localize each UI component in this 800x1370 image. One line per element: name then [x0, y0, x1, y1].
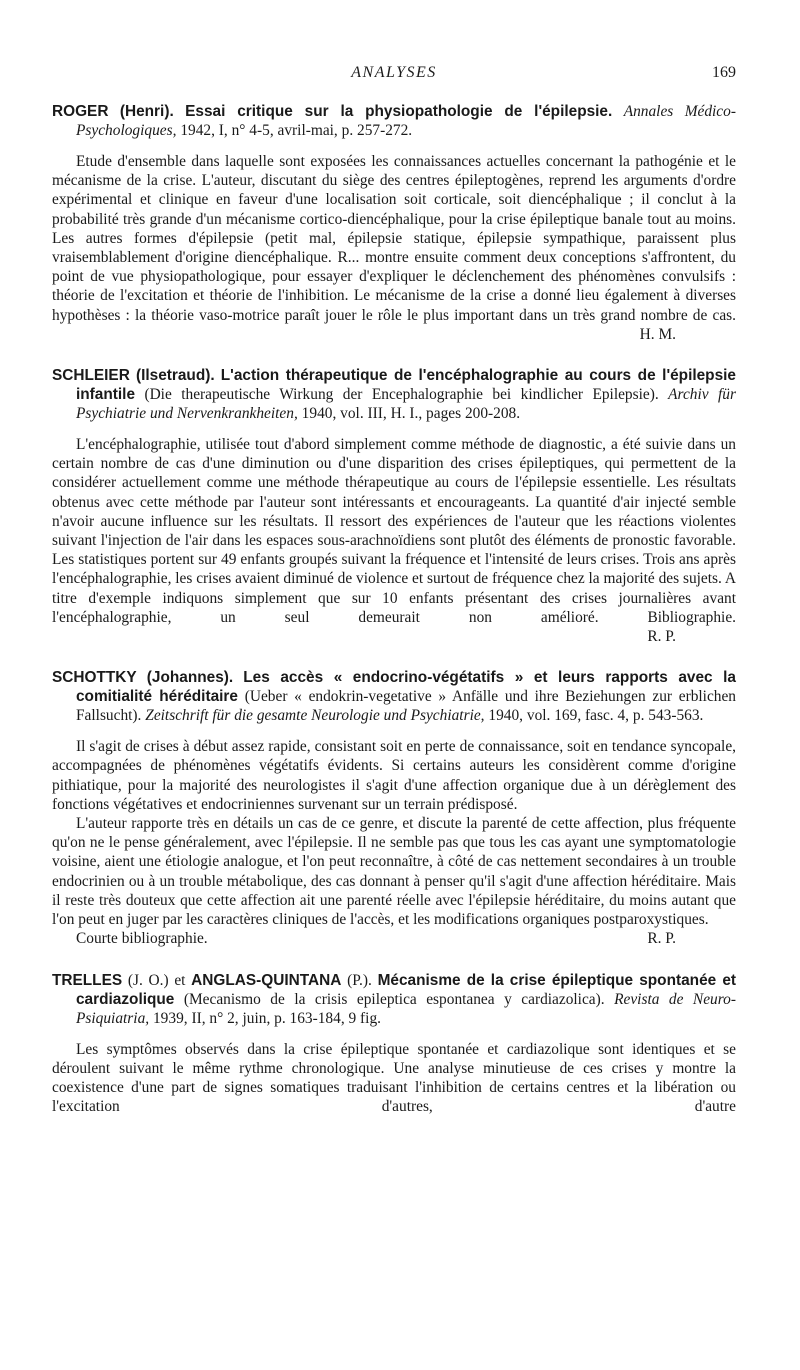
- abstract: [52, 737, 736, 948]
- reviewer-signature: R. P.: [647, 930, 676, 948]
- abstract-paragraph: Les symptômes observés dans la crise épileptique spontanée et cardiazolique sont identiques et se déroulent suivant le même rythme chronologique. Une analyse minutieuse de ces crises y montre la coexistence d'une part de signes somatiques traduisant l'inhibition de certains centres et la libération ou l'excitation d'autres, d'autre: [52, 1040, 736, 1116]
- author-conjunction: et: [174, 971, 186, 989]
- article-title: Essai critique sur la physiopathologie de l'épilepsie.: [185, 103, 613, 120]
- journal-name: Zeitschrift für die gesamte Neurologie und Psychiatrie,: [145, 707, 485, 725]
- bibliography-note: Courte bibliographie.: [76, 930, 208, 948]
- author-name: SCHOTTKY: [52, 669, 137, 687]
- author-given-name: (J. O.): [127, 971, 169, 989]
- page-number: 169: [712, 64, 736, 81]
- abstract: [52, 435, 736, 646]
- author-name: TRELLES: [52, 971, 123, 989]
- abstract-paragraph: L'auteur rapporte très en détails un cas de ce genre, et discute la parenté de cette affection, plus fréquente qu'on ne le pense généralement, avec l'épilepsie. Il ne semble pas que tous les cas ayant une symptomatologie voisine, aient une étiologie analogue, et l'on peut reconnaître, à côté de cas nettement secondaires à un trouble endocrinien ou à un trouble métabolique, des cas donnant à penser qu'il s'agit d'une affection héréditaire. Mais il reste très douteux que cette affection ait une parenté réelle avec l'épilepsie héréditaire, du moins autant que l'on peut en juger par les caractères cliniques de l'accès, et les modifications organiques postparoxystiques.: [52, 815, 736, 929]
- author-given-name: (Johannes).: [146, 669, 234, 687]
- reviewer-signature: R. P.: [647, 628, 676, 646]
- journal-name: Revista de Neuro-Psiquiatria,: [76, 990, 736, 1027]
- article-title: L'action thérapeutique de l'encéphalographie au cours de l'épilepsie infantile: [76, 367, 736, 404]
- abstract-paragraph: L'encéphalographie, utilisée tout d'abord simplement comme méthode de diagnostic, a été suivie dans un certain nombre de cas d'une diminution ou d'une disparition des crises épileptiques, qui permettent de la considérer actuellement comme une méthode thérapeutique au cours de l'épilepsie essentielle. Les résultats obtenus avec cette méthode par l'auteur sont intéressants et encourageants. La quantité d'air injecté semble n'avoir aucune influence sur les résultats. Il ressort des expériences de l'auteur que les réactions violentes suivant l'injection de l'air dans les espaces sous-arachnoïdiens sont plutôt des éléments de pronostic favorable. Les statistiques portent sur 49 enfants groupés suivant la fréquence et l'intensité de leurs crises. Trois ans après l'encéphalographie, les crises avaient diminué de violence et surtout de fréquence chez la majorité des sujets. A titre d'exemple indiquons simplement que sur 10 enfants présentant des crises journalières avant l'encéphalographie, un seul demeurait non amélioré. Bibliographie.: [52, 436, 736, 626]
- abstract: [52, 1040, 736, 1117]
- abstract-paragraph: Etude d'ensemble dans laquelle sont exposées les connaissances actuelles concernant la pathogénie et le mécanisme de la crise. L'auteur, discutant du siège des centres épileptogènes, reprend les arguments d'ordre expérimental et clinique en faveur d'une localisation soit corticale, soit diencéphalique ; il conclut à la probabilité très grande d'un mécanisme cortico-diencéphalique, pour la crise épileptique banale tout au moins. Les autres formes d'épilepsie (petit mal, épilepsie statique, épilepsie sympathique, paraissent plus vraisemblablement d'origine diencéphalique. R... montre ensuite comment deux conceptions s'affrontent, du point de vue physiopathologique, pour essayer d'expliquer le déclenchement des phénomènes convulsifs : théorie de l'excitation et théorie de l'inhibition. Le mécanisme de la crise a donné lieu également à diverses hypothèses : la théorie vaso-motrice paraît jouer le rôle le plus important dans un très grand nombre de cas.: [52, 153, 736, 324]
- page: [52, 62, 736, 1116]
- citation: 1940, vol. III, H. I., pages 200-208.: [301, 405, 521, 423]
- original-title: (Die therapeutische Wirkung der Encephalographie bei kindlicher Epilepsie).: [144, 386, 659, 404]
- author-name: ROGER: [52, 103, 109, 120]
- entry-heading: [52, 366, 736, 423]
- journal-name: Archiv für Psychiatrie und Nervenkrankheiten,: [76, 386, 736, 423]
- review-entry-schleier: [52, 366, 736, 646]
- author-given-name: (Ilsetraud).: [135, 367, 215, 385]
- entry-heading: [52, 971, 736, 1028]
- citation: 1942, I, n° 4-5, avril-mai, p. 257-272.: [180, 122, 413, 139]
- citation: 1940, vol. 169, fasc. 4, p. 543-563.: [488, 707, 704, 725]
- entry-heading: [52, 102, 736, 140]
- second-author-name: ANGLAS-QUINTANA: [191, 971, 342, 989]
- running-title: ANALYSES: [351, 64, 437, 81]
- citation: 1939, II, n° 2, juin, p. 163-184, 9 fig.: [152, 1009, 382, 1027]
- running-head: [52, 62, 736, 88]
- abstract-paragraph: Il s'agit de crises à début assez rapide, consistant soit en perte de connaissance, soit en tendance syncopale, accompagnées de phénomènes végétatifs évidents. Si certains auteurs les considèrent comme d'origine pithiatique, pour la majorité des neurologistes il s'agit d'une affection organique due à un dérèglement des fonctions végétatives et endocriniennes survenant sur un terrain prédisposé.: [52, 738, 736, 813]
- review-entry-trelles: [52, 971, 736, 1117]
- author-name: SCHLEIER: [52, 367, 130, 385]
- entry-heading: [52, 668, 736, 725]
- review-entry-schottky: [52, 668, 736, 948]
- reviewer-signature: H. M.: [639, 325, 676, 343]
- article-title: Les accès « endocrino-végétatifs » et leurs rapports avec la comitialité héréditaire: [76, 669, 736, 706]
- second-author-given-name: (P.).: [347, 971, 372, 989]
- journal-name: Annales Médico-Psychologiques,: [76, 103, 736, 139]
- abstract: [52, 152, 736, 344]
- article-title: Mécanisme de la crise épileptique spontanée et cardiazolique: [76, 971, 737, 1008]
- author-given-name: (Henri).: [119, 103, 174, 120]
- review-entry-roger: [52, 102, 736, 344]
- original-title: (Mecanismo de la crisis epileptica espontanea y cardiazolica).: [183, 990, 605, 1008]
- original-title: (Ueber « endokrin-vegetative » Anfälle und ihre Beziehungen zur erblichen Fallsucht).: [76, 688, 736, 725]
